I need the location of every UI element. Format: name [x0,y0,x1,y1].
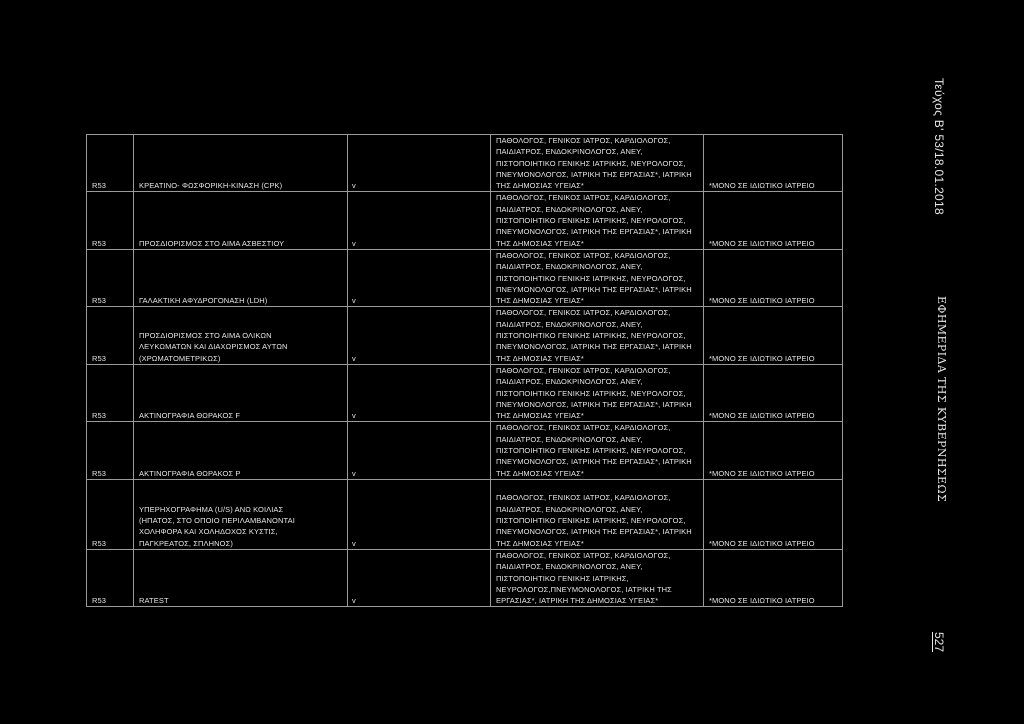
code-cell: R53 [87,364,134,421]
mark-cell: v [348,249,491,306]
specialties-cell: ΠΑΘΟΛΟΓΟΣ, ΓΕΝΙΚΟΣ ΙΑΤΡΟΣ, ΚΑΡΔΙΟΛΟΓΟΣ, ΠΑΙΔΙΑΤΡΟΣ, ΕΝΔΟΚΡΙΝΟΛΟΓΟΣ, ΑΝΕΥ, ΠΙΣΤΟΠΟΙΗΤΙΚΟ ΓΕΝΙΚΗΣ ΙΑΤΡΙΚΗΣ, ΝΕΥΡΟΛΟΓΟΣ, ΠΝΕΥΜΟΝΟΛΟΓΟΣ, ΙΑΤΡΙΚΗ ΤΗΣ ΕΡΓΑΣΙΑΣ*, ΙΑΤΡΙΚΗ ΤΗΣ ΔΗΜΟΣΙΑΣ ΥΓΕΙΑΣ* [491,192,704,249]
specialties-cell: ΠΑΘΟΛΟΓΟΣ, ΓΕΝΙΚΟΣ ΙΑΤΡΟΣ, ΚΑΡΔΙΟΛΟΓΟΣ, ΠΑΙΔΙΑΤΡΟΣ, ΕΝΔΟΚΡΙΝΟΛΟΓΟΣ, ΑΝΕΥ, ΠΙΣΤΟΠΟΙΗΤΙΚΟ ΓΕΝΙΚΗΣ ΙΑΤΡΙΚΗΣ, ΝΕΥΡΟΛΟΓΟΣ, ΠΝΕΥΜΟΝΟΛΟΓΟΣ, ΙΑΤΡΙΚΗ ΤΗΣ ΕΡΓΑΣΙΑΣ*, ΙΑΤΡΙΚΗ ΤΗΣ ΔΗΜΟΣΙΑΣ ΥΓΕΙΑΣ* [491,364,704,421]
exam-cell: RATEST [134,549,348,606]
code-cell: R53 [87,422,134,479]
specialties-cell: ΠΑΘΟΛΟΓΟΣ, ΓΕΝΙΚΟΣ ΙΑΤΡΟΣ, ΚΑΡΔΙΟΛΟΓΟΣ, ΠΑΙΔΙΑΤΡΟΣ, ΕΝΔΟΚΡΙΝΟΛΟΓΟΣ, ΑΝΕΥ, ΠΙΣΤΟΠΟΙΗΤΙΚΟ ΓΕΝΙΚΗΣ ΙΑΤΡΙΚΗΣ, ΝΕΥΡΟΛΟΓΟΣ,ΠΝΕΥΜΟΝΟΛΟΓΟΣ, ΙΑΤΡΙΚΗ ΤΗΣ ΕΡΓΑΣΙΑΣ*, ΙΑΤΡΙΚΗ ΤΗΣ ΔΗΜΟΣΙΑΣ ΥΓΕΙΑΣ* [491,549,704,606]
code-cell: R53 [87,135,134,192]
note-cell: *ΜΟΝΟ ΣΕ ΙΔΙΩΤΙΚΟ ΙΑΤΡΕΙΟ [704,135,843,192]
mark-cell: v [348,549,491,606]
table-row [87,549,843,606]
table-row [87,192,843,249]
exam-cell: ΠΡΟΣΔΙΟΡΙΣΜΟΣ ΣΤΟ ΑΙΜΑ ΟΛΙΚΩΝ ΛΕΥΚΩΜΑΤΩΝ ΚΑΙ ΔΙΑΧΩΡΙΣΜΟΣ ΑΥΤΩΝ (ΧΡΩΜΑΤΟΜΕΤΡΙΚΩΣ) [134,307,348,364]
note-cell: *ΜΟΝΟ ΣΕ ΙΔΙΩΤΙΚΟ ΙΑΤΡΕΙΟ [704,479,843,549]
mark-cell: v [348,479,491,549]
specialties-cell: ΠΑΘΟΛΟΓΟΣ, ΓΕΝΙΚΟΣ ΙΑΤΡΟΣ, ΚΑΡΔΙΟΛΟΓΟΣ, ΠΑΙΔΙΑΤΡΟΣ, ΕΝΔΟΚΡΙΝΟΛΟΓΟΣ, ΑΝΕΥ, ΠΙΣΤΟΠΟΙΗΤΙΚΟ ΓΕΝΙΚΗΣ ΙΑΤΡΙΚΗΣ, ΝΕΥΡΟΛΟΓΟΣ, ΠΝΕΥΜΟΝΟΛΟΓΟΣ, ΙΑΤΡΙΚΗ ΤΗΣ ΕΡΓΑΣΙΑΣ*, ΙΑΤΡΙΚΗ ΤΗΣ ΔΗΜΟΣΙΑΣ ΥΓΕΙΑΣ* [491,479,704,549]
code-cell: R53 [87,479,134,549]
specialties-cell: ΠΑΘΟΛΟΓΟΣ, ΓΕΝΙΚΟΣ ΙΑΤΡΟΣ, ΚΑΡΔΙΟΛΟΓΟΣ, ΠΑΙΔΙΑΤΡΟΣ, ΕΝΔΟΚΡΙΝΟΛΟΓΟΣ, ΑΝΕΥ, ΠΙΣΤΟΠΟΙΗΤΙΚΟ ΓΕΝΙΚΗΣ ΙΑΤΡΙΚΗΣ, ΝΕΥΡΟΛΟΓΟΣ, ΠΝΕΥΜΟΝΟΛΟΓΟΣ, ΙΑΤΡΙΚΗ ΤΗΣ ΕΡΓΑΣΙΑΣ*, ΙΑΤΡΙΚΗ ΤΗΣ ΔΗΜΟΣΙΑΣ ΥΓΕΙΑΣ* [491,422,704,479]
exam-cell: ΚΡΕΑΤΙΝΟ- ΦΩΣΦΟΡΙΚΗ-ΚΙΝΑΣΗ (CPK) [134,135,348,192]
specialties-cell: ΠΑΘΟΛΟΓΟΣ, ΓΕΝΙΚΟΣ ΙΑΤΡΟΣ, ΚΑΡΔΙΟΛΟΓΟΣ, ΠΑΙΔΙΑΤΡΟΣ, ΕΝΔΟΚΡΙΝΟΛΟΓΟΣ, ΑΝΕΥ, ΠΙΣΤΟΠΟΙΗΤΙΚΟ ΓΕΝΙΚΗΣ ΙΑΤΡΙΚΗΣ, ΝΕΥΡΟΛΟΓΟΣ, ΠΝΕΥΜΟΝΟΛΟΓΟΣ, ΙΑΤΡΙΚΗ ΤΗΣ ΕΡΓΑΣΙΑΣ*, ΙΑΤΡΙΚΗ ΤΗΣ ΔΗΜΟΣΙΑΣ ΥΓΕΙΑΣ* [491,307,704,364]
table-row [87,479,843,549]
mark-cell: v [348,135,491,192]
note-cell: *ΜΟΝΟ ΣΕ ΙΔΙΩΤΙΚΟ ΙΑΤΡΕΙΟ [704,307,843,364]
specialties-cell: ΠΑΘΟΛΟΓΟΣ, ΓΕΝΙΚΟΣ ΙΑΤΡΟΣ, ΚΑΡΔΙΟΛΟΓΟΣ, ΠΑΙΔΙΑΤΡΟΣ, ΕΝΔΟΚΡΙΝΟΛΟΓΟΣ, ΑΝΕΥ, ΠΙΣΤΟΠΟΙΗΤΙΚΟ ΓΕΝΙΚΗΣ ΙΑΤΡΙΚΗΣ, ΝΕΥΡΟΛΟΓΟΣ, ΠΝΕΥΜΟΝΟΛΟΓΟΣ, ΙΑΤΡΙΚΗ ΤΗΣ ΕΡΓΑΣΙΑΣ*, ΙΑΤΡΙΚΗ ΤΗΣ ΔΗΜΟΣΙΑΣ ΥΓΕΙΑΣ* [491,249,704,306]
code-cell: R53 [87,307,134,364]
mark-cell: v [348,307,491,364]
exam-cell: ΑΚΤΙΝΟΓΡΑΦΙΑ ΘΩΡΑΚΟΣ P [134,422,348,479]
mark-cell: v [348,192,491,249]
issue-label: Τεύχος Β' 53/18.01.2018 [932,78,946,215]
note-cell: *ΜΟΝΟ ΣΕ ΙΔΙΩΤΙΚΟ ΙΑΤΡΕΙΟ [704,422,843,479]
note-cell: *ΜΟΝΟ ΣΕ ΙΔΙΩΤΙΚΟ ΙΑΤΡΕΙΟ [704,192,843,249]
note-cell: *ΜΟΝΟ ΣΕ ΙΔΙΩΤΙΚΟ ΙΑΤΡΕΙΟ [704,549,843,606]
exam-cell: ΠΡΟΣΔΙΟΡΙΣΜΟΣ ΣΤΟ ΑΙΜΑ ΑΣΒΕΣΤΙΟΥ [134,192,348,249]
code-cell: R53 [87,249,134,306]
specialties-cell: ΠΑΘΟΛΟΓΟΣ, ΓΕΝΙΚΟΣ ΙΑΤΡΟΣ, ΚΑΡΔΙΟΛΟΓΟΣ, ΠΑΙΔΙΑΤΡΟΣ, ΕΝΔΟΚΡΙΝΟΛΟΓΟΣ, ΑΝΕΥ, ΠΙΣΤΟΠΟΙΗΤΙΚΟ ΓΕΝΙΚΗΣ ΙΑΤΡΙΚΗΣ, ΝΕΥΡΟΛΟΓΟΣ, ΠΝΕΥΜΟΝΟΛΟΓΟΣ, ΙΑΤΡΙΚΗ ΤΗΣ ΕΡΓΑΣΙΑΣ*, ΙΑΤΡΙΚΗ ΤΗΣ ΔΗΜΟΣΙΑΣ ΥΓΕΙΑΣ* [491,135,704,192]
gazette-title: ΕΦΗΜΕΡΙΔΑ ΤΗΣ ΚΥΒΕΡΝΗΣΕΩΣ [935,296,948,503]
mark-cell: v [348,422,491,479]
prescription-table [86,134,843,607]
exam-cell: ΓΑΛΑΚΤΙΚΗ ΑΦΥΔΡΟΓΟΝΑΣΗ (LDH) [134,249,348,306]
page-number: 527 [932,632,946,653]
table-row [87,135,843,192]
code-cell: R53 [87,192,134,249]
code-cell: R53 [87,549,134,606]
note-cell: *ΜΟΝΟ ΣΕ ΙΔΙΩΤΙΚΟ ΙΑΤΡΕΙΟ [704,249,843,306]
mark-cell: v [348,364,491,421]
table-row [87,422,843,479]
exam-cell: ΑΚΤΙΝΟΓΡΑΦΙΑ ΘΩΡΑΚΟΣ F [134,364,348,421]
table-row [87,364,843,421]
table-row [87,249,843,306]
exam-cell: ΥΠΕΡΗΧΟΓΡΑΦΗΜΑ (U/S) ΑΝΩ ΚΟΙΛΙΑΣ (ΗΠΑΤΟΣ, ΣΤΟ ΟΠΟΙΟ ΠΕΡΙΛΑΜΒΑΝΟΝΤΑΙ ΧΟΛΗΦΟΡΑ ΚΑΙ ΧΟΛΗΔΟΧΟΣ ΚΥΣΤΙΣ, ΠΑΓΚΡΕΑΤΟΣ, ΣΠΛΗΝΟΣ) [134,479,348,549]
table-row [87,307,843,364]
note-cell: *ΜΟΝΟ ΣΕ ΙΔΙΩΤΙΚΟ ΙΑΤΡΕΙΟ [704,364,843,421]
